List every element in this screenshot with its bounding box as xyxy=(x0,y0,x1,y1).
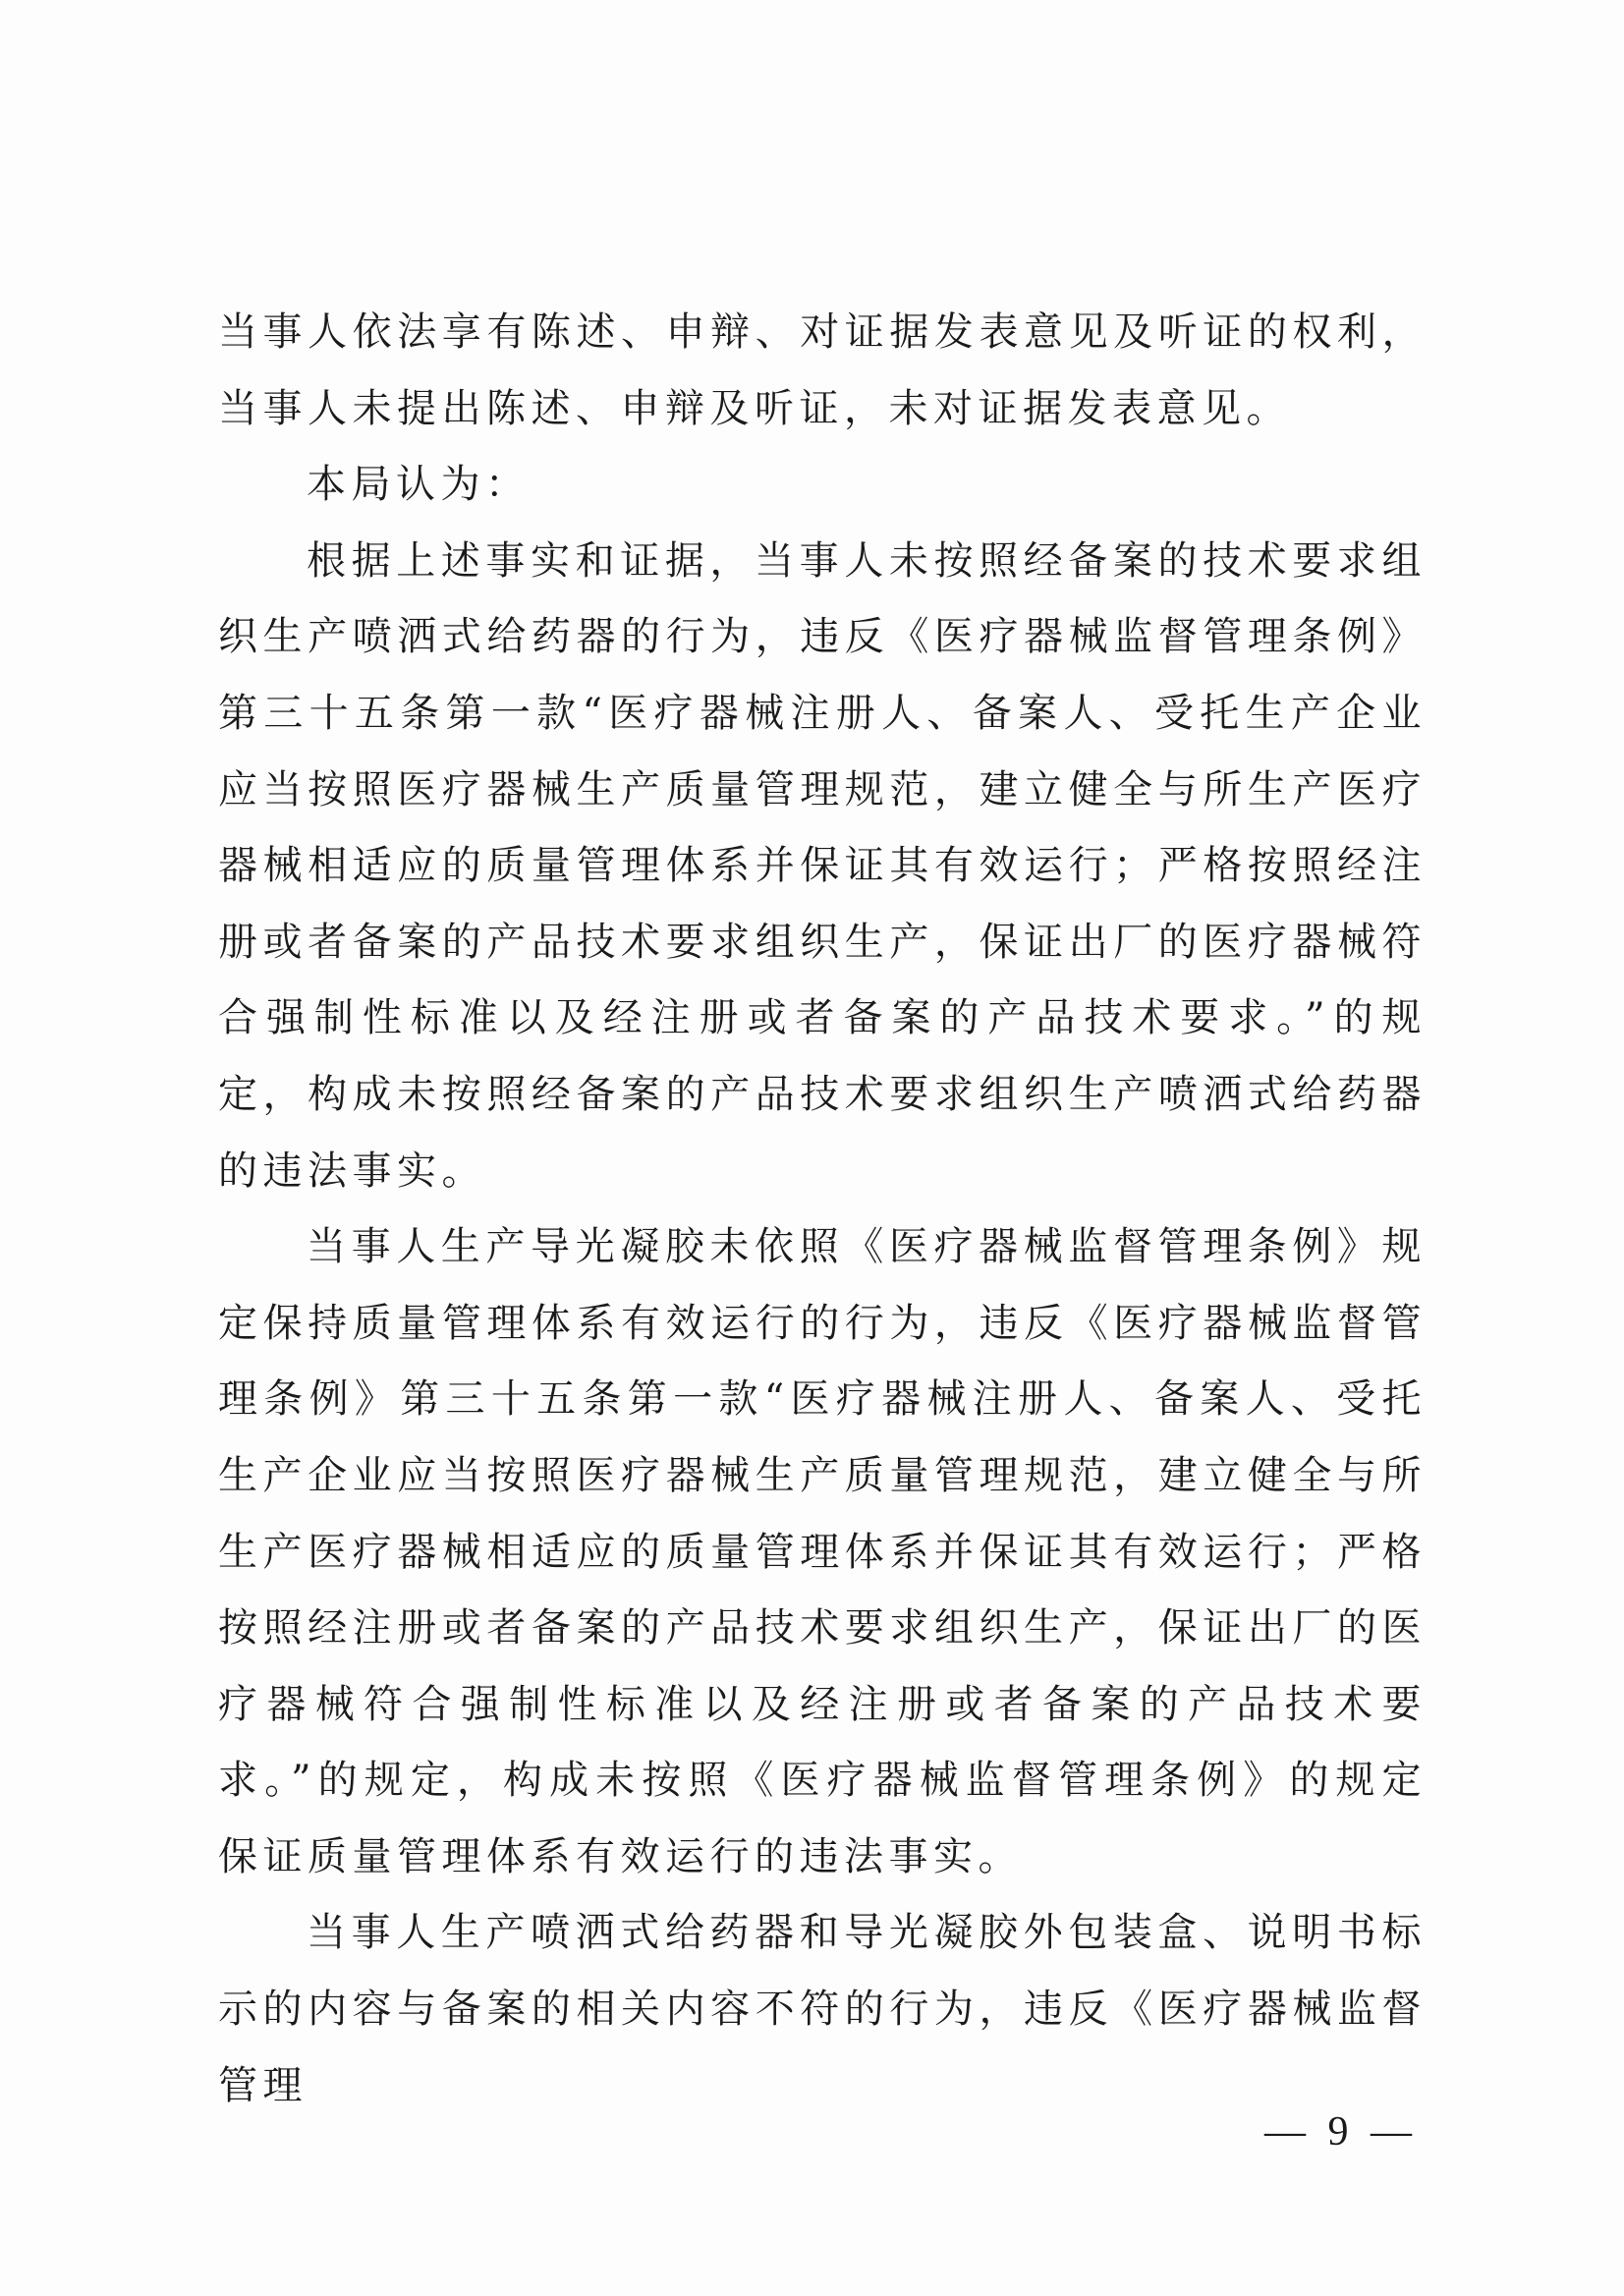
body-text xyxy=(218,295,1427,2124)
paragraph-violation-sprayer: 根据上述事实和证据，当事人未按照经备案的技术要求组织生产喷洒式给药器的行为，违反《医疗器械监督管理条例》第三十五条第一款“医疗器械注册人、备案人、受托生产企业应当按照医疗器械生产质量管理规范，建立健全与所生产医疗器械相适应的质量管理体系并保证其有效运行；严格按照经注册或者备案的产品技术要求组织生产，保证出厂的医疗器械符合强制性标准以及经注册或者备案的产品技术要求。”的规定，构成未按照经备案的产品技术要求组织生产喷洒式给药器的违法事实。 xyxy=(218,537,1427,1194)
paragraph-violation-gel: 当事人生产导光凝胶未依照《医疗器械监督管理条例》规定保持质量管理体系有效运行的行为，违反《医疗器械监督管理条例》第三十五条第一款“医疗器械注册人、备案人、受托生产企业应当按照医疗器械生产质量管理规范，建立健全与所生产医疗器械相适应的质量管理体系并保证其有效运行；严格按照经注册或者备案的产品技术要求组织生产，保证出厂的医疗器械符合强制性标准以及经注册或者备案的产品技术要求。”的规定，构成未按照《医疗器械监督管理条例》的规定保证质量管理体系有效运行的违法事实。 xyxy=(218,1224,1427,1879)
paragraph-violation-packaging: 当事人生产喷洒式给药器和导光凝胶外包装盒、说明书标示的内容与备案的相关内容不符的行为，违反《医疗器械监督管理 xyxy=(218,1910,1427,2108)
page-number: — 9 — xyxy=(1264,2109,1418,2155)
paragraph-statement-rights: 当事人依法享有陈述、申辩、对证据发表意见及听证的权利，当事人未提出陈述、申辩及听证，未对证据发表意见。 xyxy=(218,309,1427,431)
paragraph-bureau-opinion: 本局认为： xyxy=(307,462,531,508)
